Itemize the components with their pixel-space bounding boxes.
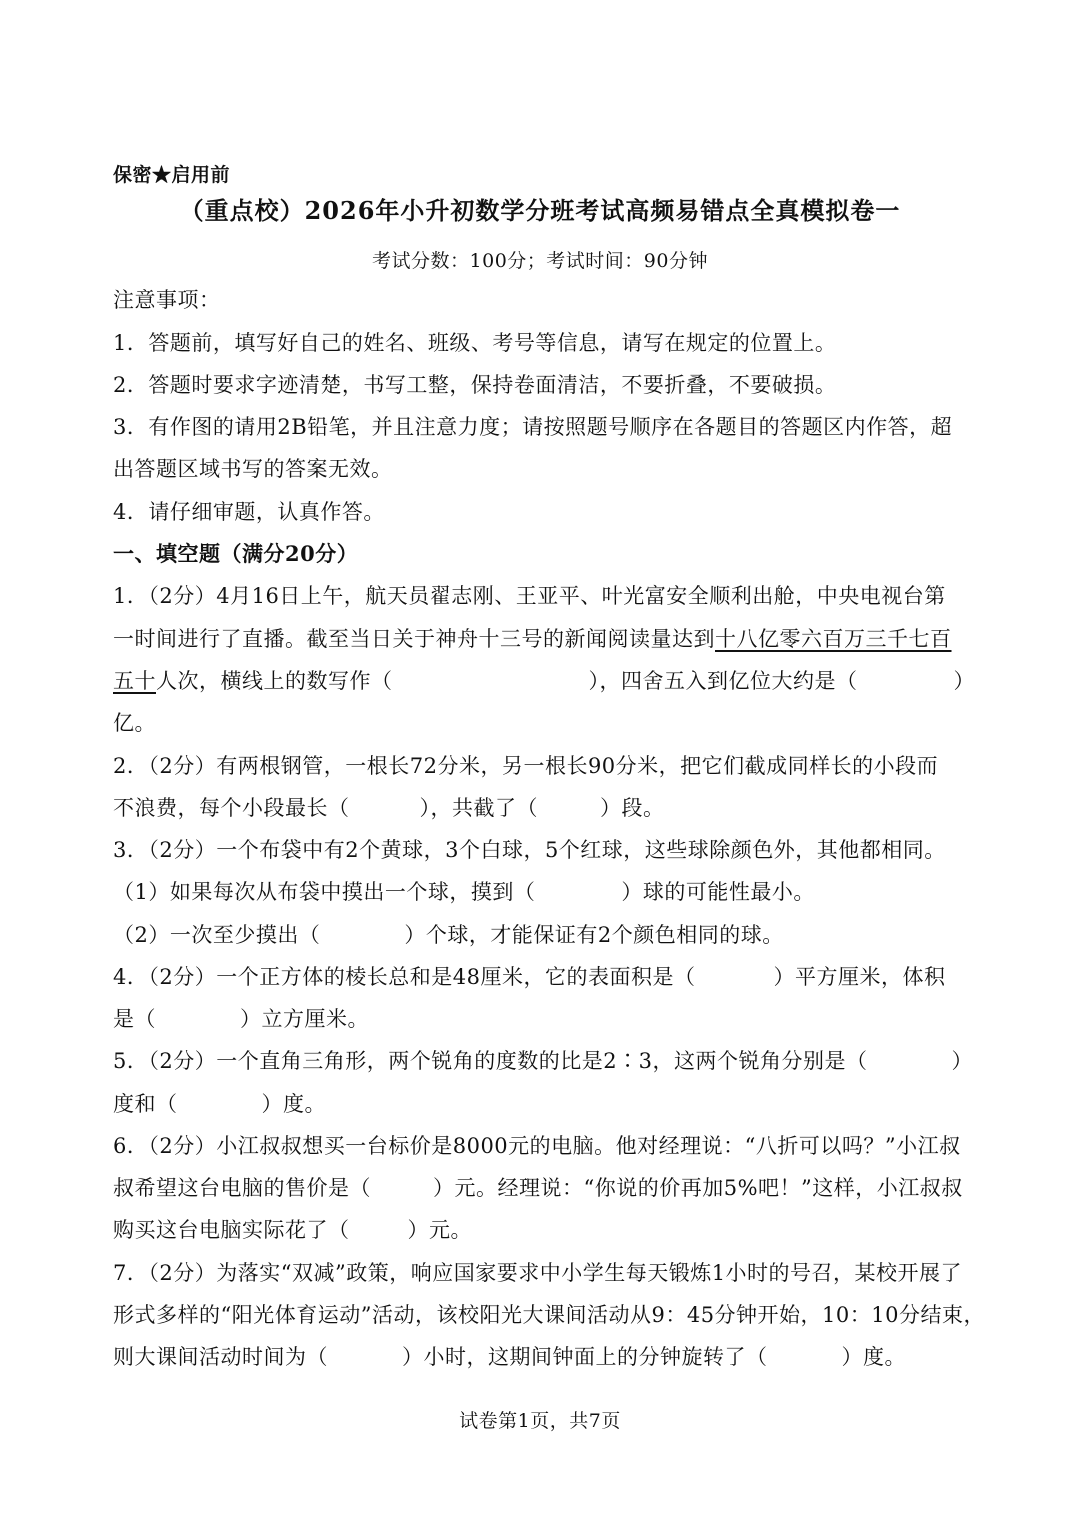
question-2-prompt: ），共截了（: [419, 796, 538, 820]
exam-subtitle: 考试分数：100分；考试时间：90分钟: [372, 250, 708, 272]
question-1-prompt: 人次，横线上的数写作（: [156, 669, 393, 693]
question-7-prompt: ）小时，这期间钟面上的分钟旋转了（: [402, 1345, 768, 1369]
question-7-prompt: 则大课间活动时间为（: [113, 1345, 328, 1369]
question-4-prompt: ）平方厘米，体积: [773, 965, 946, 989]
question-7-line-3: [113, 1342, 968, 1372]
question-2-prompt: 不浪费，每个小段最长（: [113, 796, 350, 820]
question-6-line-1: 6．（2分）小江叔叔想买一台标价是8000元的电脑。他对经理说：“八折可以吗？”小江叔: [113, 1134, 961, 1158]
question-7-prompt: ）度。: [841, 1345, 906, 1369]
question-2-line-2: [113, 793, 968, 823]
question-6-line-2: [113, 1173, 968, 1203]
note-item-2: 2．答题时要求字迹清楚，书写工整，保持卷面清洁，不要折叠，不要破损。: [113, 373, 837, 397]
question-1-prompt: ），四舍五入到亿位大约是（: [588, 669, 858, 693]
question-1-line-4: 亿。: [113, 711, 156, 735]
question-5-prompt: ）度。: [261, 1092, 326, 1116]
question-6-prompt: 购买这台电脑实际花了（: [113, 1218, 350, 1242]
question-4-prompt: 4．（2分）一个正方体的棱长总和是48厘米，它的表面积是（: [113, 965, 696, 989]
question-1-line-3: [113, 666, 975, 696]
question-3-prompt: （1）如果每次从布袋中摸出一个球，摸到（: [113, 880, 536, 904]
question-4-line-1: [113, 962, 968, 992]
question-5-prompt: 度和（: [113, 1092, 178, 1116]
question-1-line-1: 1．（2分）4月16日上午，航天员翟志刚、王亚平、叶光富安全顺利出舱，中央电视台第: [113, 584, 946, 608]
question-6-line-3: [113, 1215, 968, 1245]
question-5-prompt: ）: [951, 1049, 973, 1073]
question-1-line-2: [113, 624, 968, 654]
question-6-prompt: ）元。经理说：“你说的价再加5%吧！”这样，小江叔叔: [433, 1176, 963, 1200]
section-heading: 一、填空题（满分20分）: [113, 541, 359, 566]
question-6-prompt: 叔希望这台电脑的售价是（: [113, 1176, 371, 1200]
question-4-line-2: [113, 1004, 968, 1034]
question-5-line-2: [113, 1089, 968, 1119]
question-5-line-1: [113, 1046, 973, 1076]
question-3-line-1: 3．（2分）一个布袋中有2个黄球，3个白球，5个红球，这些球除颜色外，其他都相同。: [113, 838, 946, 862]
question-4-prompt: 是（: [113, 1007, 156, 1031]
exam-title: （重点校）2026年小升初数学分班考试高频易错点全真模拟卷一: [179, 196, 901, 225]
question-2-line-1: 2．（2分）有两根钢管，一根长72分米，另一根长90分米，把它们截成同样长的小段而: [113, 754, 939, 778]
question-3-part-1: [113, 877, 968, 907]
question-3-prompt: ）球的可能性最小。: [621, 880, 815, 904]
underlined-number-end: 五十: [113, 669, 156, 693]
note-item-3-cont: 出答题区域书写的答案无效。: [113, 457, 393, 481]
question-3-part-2: [113, 920, 968, 950]
note-item-1: 1．答题前，填写好自己的姓名、班级、考号等信息，请写在规定的位置上。: [113, 331, 837, 355]
confidential-label: 保密★启用前: [113, 164, 231, 186]
question-5-prompt: 5．（2分）一个直角三角形，两个锐角的度数的比是2∶3，这两个锐角分别是（: [113, 1049, 868, 1073]
question-3-prompt: （2）一次至少摸出（: [113, 923, 321, 947]
question-2-prompt: ）段。: [600, 796, 665, 820]
question-3-prompt: ）个球，才能保证有2个颜色相同的球。: [404, 923, 784, 947]
question-1-text: 一时间进行了直播。截至当日关于神舟十三号的新闻阅读量达到: [113, 627, 715, 651]
underlined-number: 十八亿零六百万三千七百: [715, 627, 952, 651]
question-7-line-2: 形式多样的“阳光体育运动”活动，该校阳光大课间活动从9：45分钟开始，10：10分结束，: [113, 1303, 985, 1327]
page-footer: 试卷第1页，共7页: [459, 1410, 621, 1432]
notes-heading: 注意事项：: [113, 288, 221, 312]
question-4-prompt: ）立方厘米。: [240, 1007, 369, 1031]
note-item-3: 3．有作图的请用2B铅笔，并且注意力度；请按照题号顺序在各题目的答题区内作答，超: [113, 415, 953, 439]
question-6-prompt: ）元。: [407, 1218, 472, 1242]
question-1-prompt: ）: [953, 669, 975, 693]
question-7-line-1: 7．（2分）为落实“双减”政策，响应国家要求中小学生每天锻炼1小时的号召，某校开展了: [113, 1261, 963, 1285]
note-item-4: 4．请仔细审题，认真作答。: [113, 500, 385, 524]
